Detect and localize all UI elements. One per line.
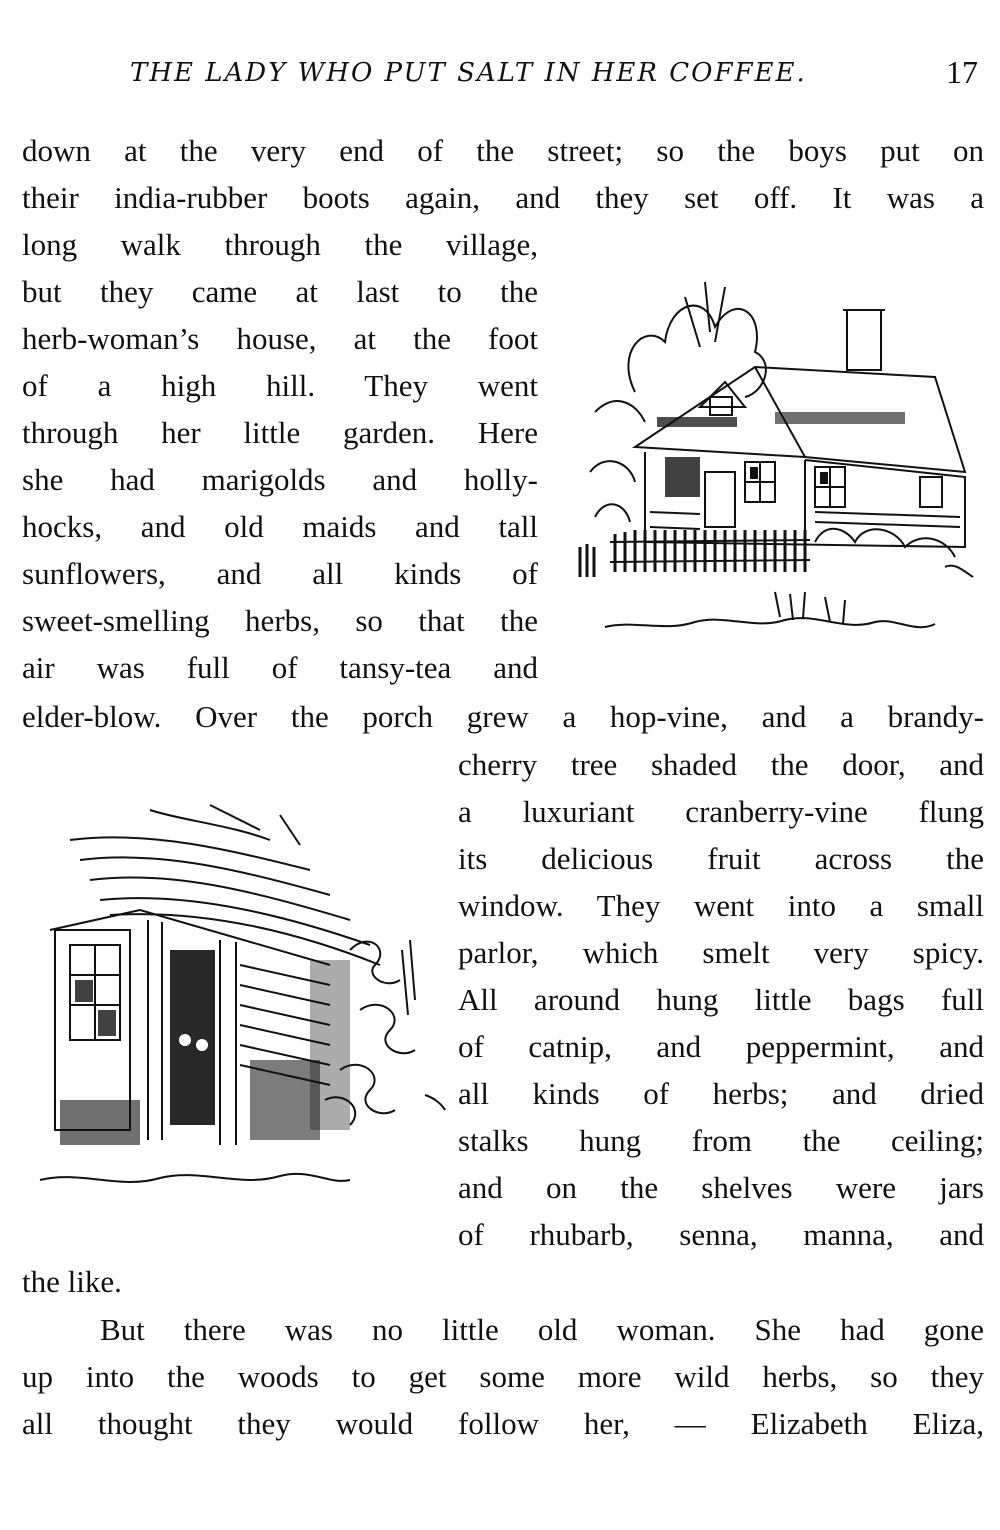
text-line: all thought they would follow her, — Elizabeth Eliza, [22,1406,984,1441]
text-line: air was full of tansy-tea and [22,650,538,685]
text-line: window. They went into a small [458,888,984,923]
porch-illustration [30,800,450,1200]
text-line: their india-rubber boots again, and they set off. It was a [22,180,984,215]
text-line: through her little garden. Here [22,415,538,450]
text-line: up into the woods to get some more wild herbs, so they [22,1359,984,1394]
text-line: all kinds of herbs; and dried [458,1076,984,1111]
text-line: and on the shelves were jars [458,1170,984,1205]
text-line: stalks hung from the ceiling; [458,1123,984,1158]
text-line: of a high hill. They went [22,368,538,403]
text-line: hocks, and old maids and tall [22,509,538,544]
text-line: of rhubarb, senna, manna, and [458,1217,984,1252]
text-line: its delicious fruit across the [458,841,984,876]
cottage-illustration [575,272,980,652]
text-line: All around hung little bags full [458,982,984,1017]
text-line: But there was no little old woman. She had gone [100,1312,984,1347]
text-line: herb-woman’s house, at the foot [22,321,538,356]
text-line: she had marigolds and holly- [22,462,538,497]
text-line: sunflowers, and all kinds of [22,556,538,591]
text-line: sweet-smelling herbs, so that the [22,603,538,638]
page-number: 17 [946,54,978,90]
text-line: cherry tree shaded the door, and [458,747,984,782]
text-line: but they came at last to the [22,274,538,309]
running-title: THE LADY WHO PUT SALT IN HER COFFEE. [130,58,807,88]
text-line: of catnip, and peppermint, and [458,1029,984,1064]
text-line: long walk through the village, [22,227,538,262]
text-line: parlor, which smelt very spicy. [458,935,984,970]
text-line: the like. [22,1264,122,1299]
text-line: down at the very end of the street; so the boys put on [22,133,984,168]
text-line: elder-blow. Over the porch grew a hop-vine, and a brandy- [22,699,984,734]
text-line: a luxuriant cranberry-vine flung [458,794,984,829]
